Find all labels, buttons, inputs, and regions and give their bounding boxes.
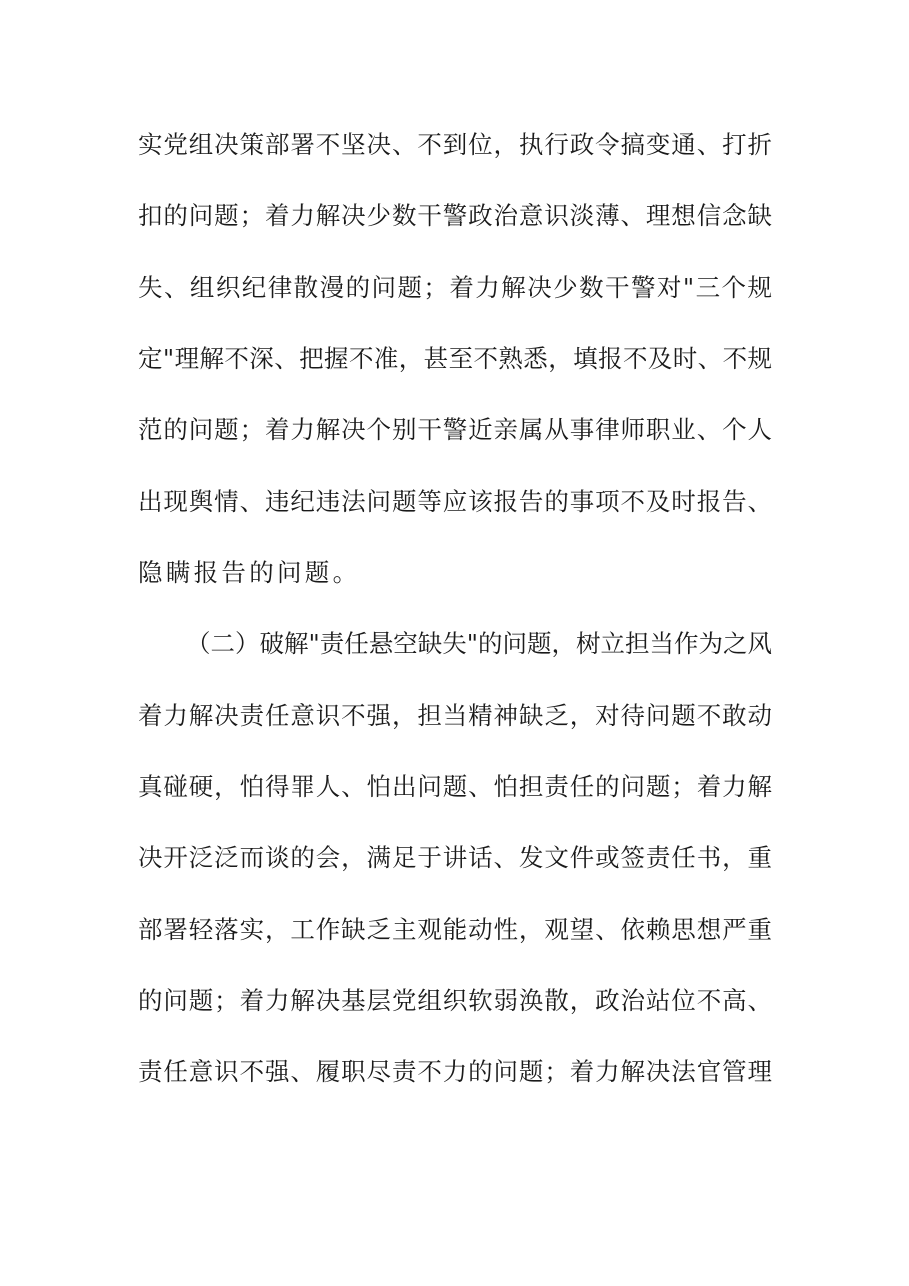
text-line-4: 定"理解不深、把握不准，甚至不熟悉，填报不及时、不规 xyxy=(138,344,772,373)
text-line-1: 实党组决策部署不坚决、不到位，执行政令搞变通、打折 xyxy=(138,130,772,159)
section-heading-2: （二）破解"责任悬空缺失"的问题，树立担当作为之风 xyxy=(186,629,773,658)
text-line-5: 范的问题；着力解决个别干警近亲属从事律师职业、个人 xyxy=(138,415,772,444)
text-line-12: 部署轻落实，工作缺乏主观能动性，观望、依赖思想严重 xyxy=(138,915,772,944)
text-line-14: 责任意识不强、履职尽责不力的问题；着力解决法官管理 xyxy=(138,1057,772,1086)
text-line-11: 决开泛泛而谈的会，满足于讲话、发文件或签责任书，重 xyxy=(138,843,772,872)
text-line-2: 扣的问题；着力解决少数干警政治意识淡薄、理想信念缺 xyxy=(138,201,772,230)
text-line-7: 隐瞒报告的问题。 xyxy=(138,558,361,587)
text-line-13: 的问题；着力解决基层党组织软弱涣散，政治站位不高、 xyxy=(138,986,772,1015)
text-line-9: 着力解决责任意识不强，担当精神缺乏，对待问题不敢动 xyxy=(138,701,772,730)
text-line-6: 出现舆情、违纪违法问题等应该报告的事项不及时报告、 xyxy=(138,487,772,516)
text-line-10: 真碰硬，怕得罪人、怕出问题、怕担责任的问题；着力解 xyxy=(138,772,772,801)
text-line-3: 失、组织纪律散漫的问题；着力解决少数干警对"三个规 xyxy=(138,273,772,302)
